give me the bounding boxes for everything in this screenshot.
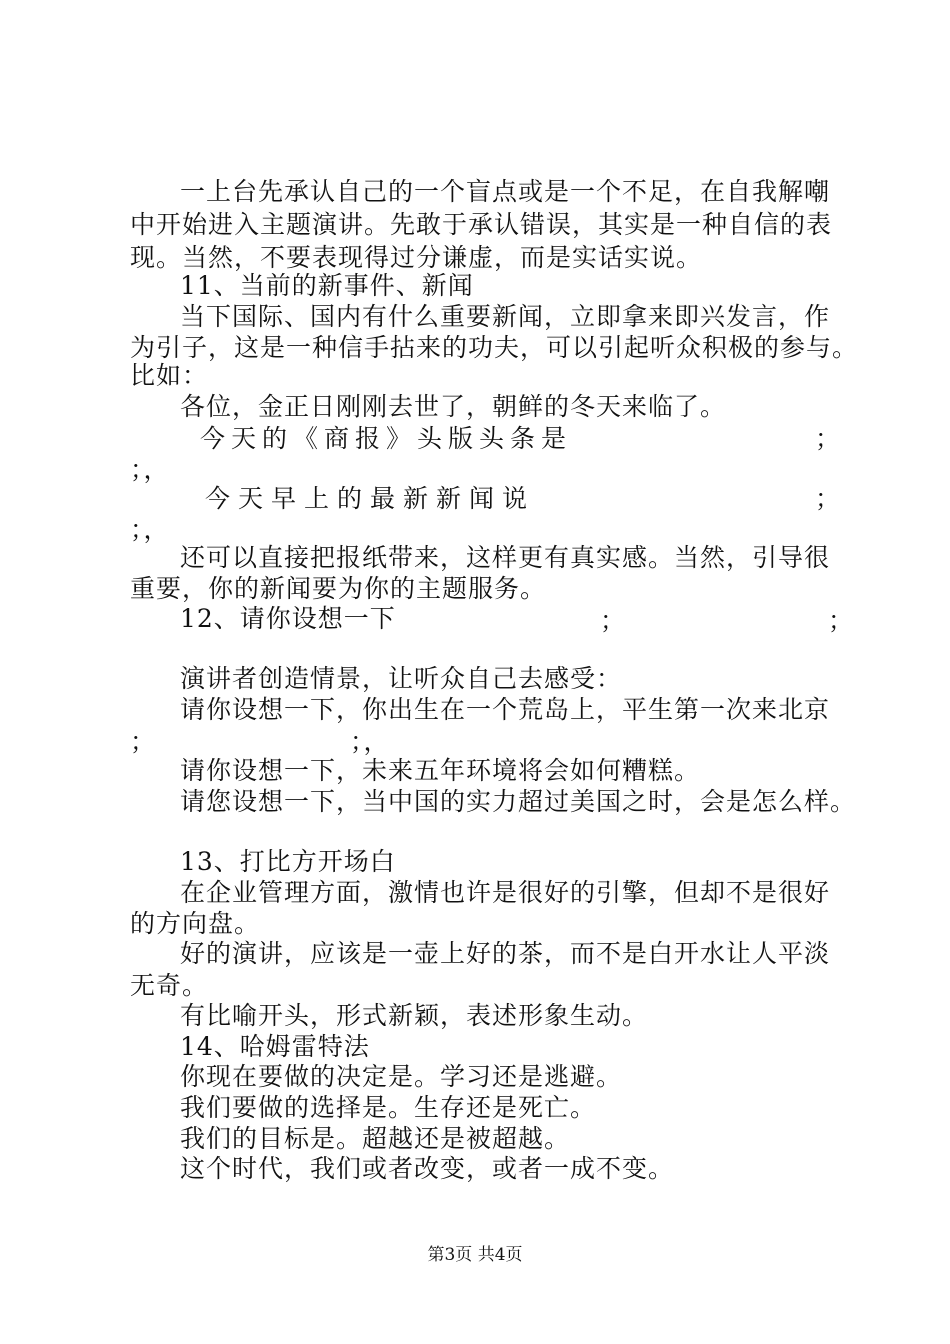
paragraph-line: 请你设想一下，你出生在一个荒岛上，平生第一次来北京 <box>180 695 831 724</box>
paragraph-line: 今天早上的最新新闻说 <box>205 484 536 513</box>
paragraph-line: 的方向盘。 <box>130 909 261 938</box>
punctuation: ； <box>815 484 842 513</box>
paragraph-line: 当下国际、国内有什么重要新闻，立即拿来即兴发言，作 <box>180 302 831 331</box>
punctuation: ；， <box>130 455 170 484</box>
paragraph-line: 请你设想一下，未来五年环境将会如何糟糕。 <box>180 756 701 785</box>
paragraph-line: 比如： <box>130 361 209 390</box>
page-number-footer: 第3页 共4页 <box>427 1245 523 1265</box>
punctuation: ； <box>815 424 842 453</box>
paragraph-line: 我们要做的选择是。生存还是死亡。 <box>180 1093 597 1122</box>
punctuation: ；， <box>350 727 390 756</box>
paragraph-line: 今天的《商报》头版头条是 <box>200 424 573 453</box>
paragraph-line: 还可以直接把报纸带来，这样更有真实感。当然，引导很 <box>180 543 831 572</box>
paragraph-line: 我们的目标是。超越还是被超越。 <box>180 1124 571 1153</box>
section-heading-11: 11、当前的新事件、新闻 <box>180 271 474 300</box>
section-heading-14: 14、哈姆雷特法 <box>180 1032 370 1061</box>
punctuation: ； <box>828 606 855 635</box>
paragraph-line: 好的演讲，应该是一壶上好的茶，而不是白开水让人平淡 <box>180 939 831 968</box>
section-heading-13: 13、打比方开场白 <box>180 847 396 876</box>
paragraph-line: 请您设想一下，当中国的实力超过美国之时，会是怎么样。 <box>180 787 857 816</box>
paragraph-line: 为引子，这是一种信手拈来的功夫，可以引起听众积极的参与。 <box>130 333 859 362</box>
paragraph-line: 有比喻开头，形式新颖，表述形象生动。 <box>180 1001 649 1030</box>
paragraph-line: 现。当然，不要表现得过分谦虚，而是实话实说。 <box>130 243 703 272</box>
punctuation: ； <box>130 727 157 756</box>
paragraph-line: 一上台先承认自己的一个盲点或是一个不足，在自我解嘲 <box>180 177 831 206</box>
paragraph-line: 各位，金正日刚刚去世了，朝鲜的冬天来临了。 <box>180 392 727 421</box>
punctuation: ； <box>600 606 627 635</box>
paragraph-line: 这个时代，我们或者改变，或者一成不变。 <box>180 1154 675 1183</box>
paragraph-line: 中开始进入主题演讲。先敢于承认错误，其实是一种自信的表 <box>130 210 833 239</box>
paragraph-line: 在企业管理方面，激情也许是很好的引擎，但却不是很好 <box>180 878 831 907</box>
paragraph-line: 你现在要做的决定是。学习还是逃避。 <box>180 1062 623 1091</box>
section-heading-12: 12、请你设想一下 <box>180 604 396 633</box>
paragraph-line: 重要，你的新闻要为你的主题服务。 <box>130 574 547 603</box>
punctuation: ；， <box>130 515 170 544</box>
paragraph-line: 演讲者创造情景，让听众自己去感受： <box>180 664 623 693</box>
paragraph-line: 无奇。 <box>130 971 209 1000</box>
